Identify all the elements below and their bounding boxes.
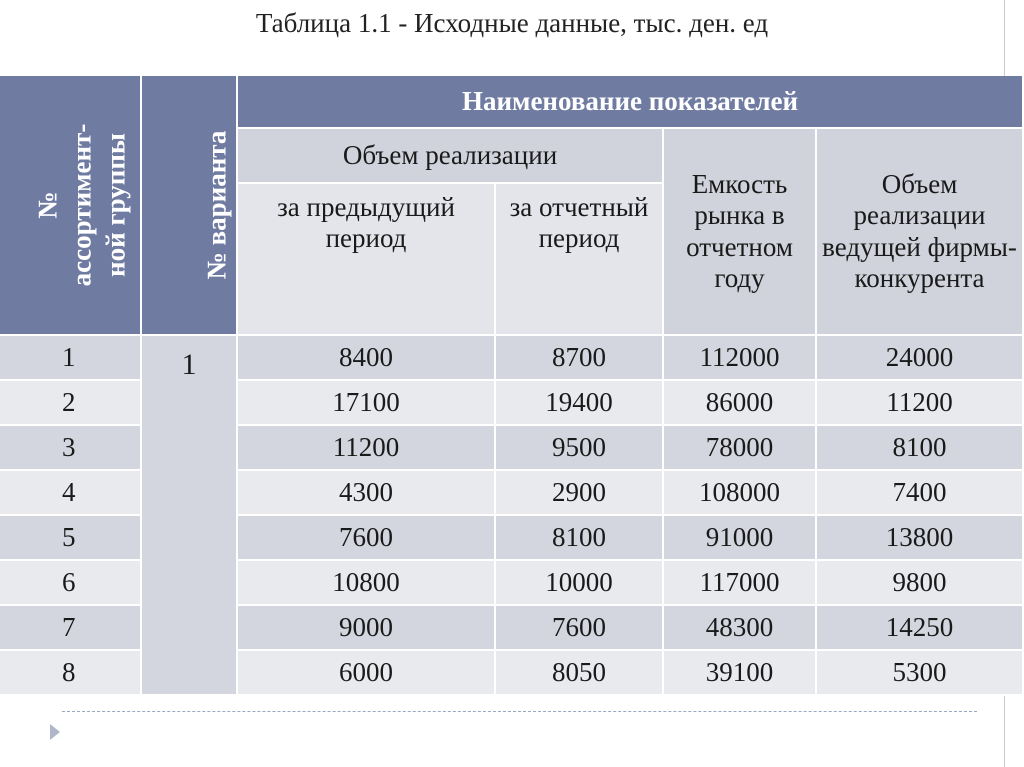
cell-group: 1 [0, 336, 142, 381]
header-curr-period: за отчетный период [496, 184, 664, 336]
header-sales-volume: Объем реализации [238, 129, 664, 184]
cell-capacity: 48300 [664, 606, 817, 651]
cell-group: 4 [0, 471, 142, 516]
cell-competitor: 13800 [817, 516, 1024, 561]
cell-group: 5 [0, 516, 142, 561]
cell-prev: 4300 [238, 471, 496, 516]
cell-capacity: 112000 [664, 336, 817, 381]
cell-curr: 7600 [496, 606, 664, 651]
cell-group: 2 [0, 381, 142, 426]
cell-competitor: 24000 [817, 336, 1024, 381]
cell-capacity: 39100 [664, 651, 817, 696]
cell-capacity: 91000 [664, 516, 817, 561]
cell-prev: 11200 [238, 426, 496, 471]
cell-competitor: 8100 [817, 426, 1024, 471]
cell-curr: 10000 [496, 561, 664, 606]
dashed-divider [62, 711, 977, 712]
header-competitor-volume: Объем реализации ведущей фирмы-конкурента [817, 129, 1024, 336]
table-title: Таблица 1.1 - Исходные данные, тыс. ден. ед [255, 8, 769, 38]
cell-curr: 8100 [496, 516, 664, 561]
cell-curr: 2900 [496, 471, 664, 516]
header-indicators: Наименование показателей [238, 76, 1024, 129]
cell-competitor: 11200 [817, 381, 1024, 426]
cell-curr: 8700 [496, 336, 664, 381]
cell-competitor: 5300 [817, 651, 1024, 696]
data-table [0, 76, 1024, 696]
header-variant-number [142, 76, 238, 336]
cell-prev: 7600 [238, 516, 496, 561]
cell-competitor: 7400 [817, 471, 1024, 516]
cell-capacity: 78000 [664, 426, 817, 471]
cell-prev: 17100 [238, 381, 496, 426]
cell-group: 6 [0, 561, 142, 606]
cell-variant: 1 [142, 336, 238, 696]
cell-capacity: 86000 [664, 381, 817, 426]
table-row [0, 336, 1024, 381]
header-prev-period: за предыдущий период [238, 184, 496, 336]
cell-prev: 8400 [238, 336, 496, 381]
arrow-right-icon [50, 724, 60, 740]
header-group-label: № ассортимент- ной группы [32, 123, 131, 287]
cell-competitor: 14250 [817, 606, 1024, 651]
cell-curr: 9500 [496, 426, 664, 471]
cell-group: 7 [0, 606, 142, 651]
cell-competitor: 9800 [817, 561, 1024, 606]
header-market-capacity: Емкость рынка в отчетном году [664, 129, 817, 336]
cell-prev: 9000 [238, 606, 496, 651]
cell-capacity: 108000 [664, 471, 817, 516]
header-variant-label: № варианта [201, 130, 232, 280]
cell-group: 3 [0, 426, 142, 471]
header-group-number [0, 76, 142, 336]
cell-prev: 6000 [238, 651, 496, 696]
cell-prev: 10800 [238, 561, 496, 606]
cell-curr: 8050 [496, 651, 664, 696]
cell-capacity: 117000 [664, 561, 817, 606]
cell-group: 8 [0, 651, 142, 696]
cell-curr: 19400 [496, 381, 664, 426]
